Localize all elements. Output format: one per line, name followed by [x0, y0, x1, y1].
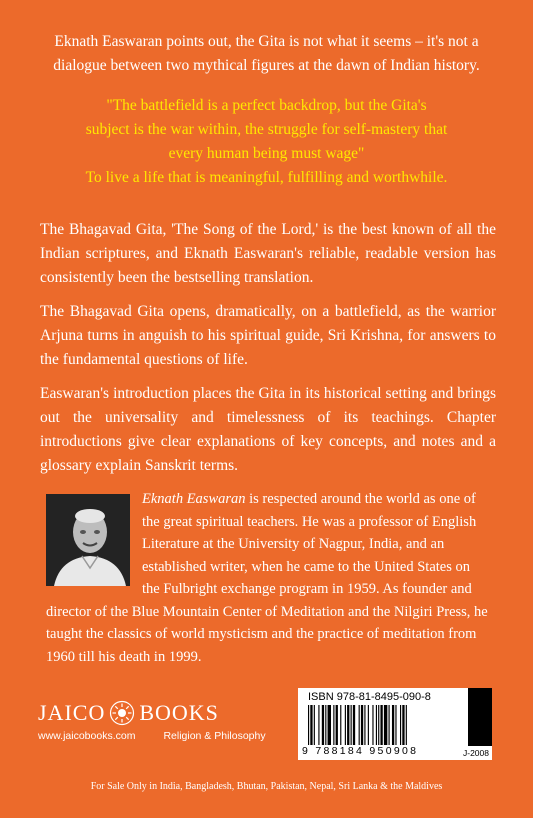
- publisher-logo: [38, 700, 266, 726]
- pull-quote: [40, 94, 493, 190]
- isbn-label: ISBN 978-81-8495-090-8: [308, 691, 431, 703]
- quote-line-4: To live a life that is meaningful, fulfilling and worthwhile.: [85, 169, 448, 186]
- sun-emblem-icon: [109, 700, 135, 726]
- intro-line-2: dialogue between two mythical figures at the dawn of Indian history.: [53, 57, 480, 74]
- intro-text: [40, 30, 493, 78]
- description: [40, 218, 496, 488]
- barcode-icon: [308, 705, 460, 745]
- author-bio: [46, 488, 488, 668]
- quote-line-2: subject is the war within, the struggle for self-mastery that: [85, 121, 448, 138]
- logo-word-left: JAICO: [38, 700, 106, 725]
- barcode-digits: 9 788184 950908: [302, 745, 419, 757]
- quote-line-1: "The battlefield is a perfect backdrop, but the Gita's: [106, 97, 427, 114]
- sales-territory-note: For Sale Only in India, Bangladesh, Bhutan, Pakistan, Nepal, Sri Lanka & the Maldives: [90, 781, 443, 792]
- description-paragraph-2: The Bhagavad Gita opens, dramatically, on a battlefield, as the warrior Arjuna turns in anguish to his spiritual guide, Sri Krishna, for answers to the fundamental questions of life.: [40, 303, 496, 368]
- publisher-block: [38, 700, 266, 742]
- barcode-panel: [298, 688, 492, 760]
- quote-line-3: every human being must wage": [168, 145, 365, 162]
- publisher-category: Religion & Philosophy: [163, 730, 266, 742]
- logo-word-right: BOOKS: [139, 700, 219, 725]
- description-paragraph-3: Easwaran's introduction places the Gita in its historical setting and brings out the universality and timelessness of its teachings. Chapter introductions give clear explanations of key concepts, and notes and a glossary explain Sanskrit terms.: [40, 385, 496, 474]
- description-paragraph-1: The Bhagavad Gita, 'The Song of the Lord,' is the best known of all the Indian scriptures, and Eknath Easwaran's reliable, readable version has consistently been the bestselling translation.: [40, 221, 496, 286]
- product-code: J-2008: [463, 748, 489, 758]
- barcode-side-strip: [468, 688, 492, 746]
- author-name: Eknath Easwaran: [142, 491, 246, 507]
- author-photo: [46, 494, 130, 586]
- author-bio-text: is respected around the world as one of the great spiritual teachers. He was a professor of English Literature at the University of Nagpur, India, and an established writer, when he came to the United States on the Fulbright exchange program in 1959. As founder and director of the Blue Mountain Center of Meditation and the Nilgiri Press, he taught the classics of world mysticism and the practice of meditation from 1960 till his death in 1999.: [46, 491, 488, 665]
- publisher-website[interactable]: www.jaicobooks.com: [38, 730, 136, 742]
- intro-line-1: Eknath Easwaran points out, the Gita is not what it seems – it's not a: [54, 33, 479, 50]
